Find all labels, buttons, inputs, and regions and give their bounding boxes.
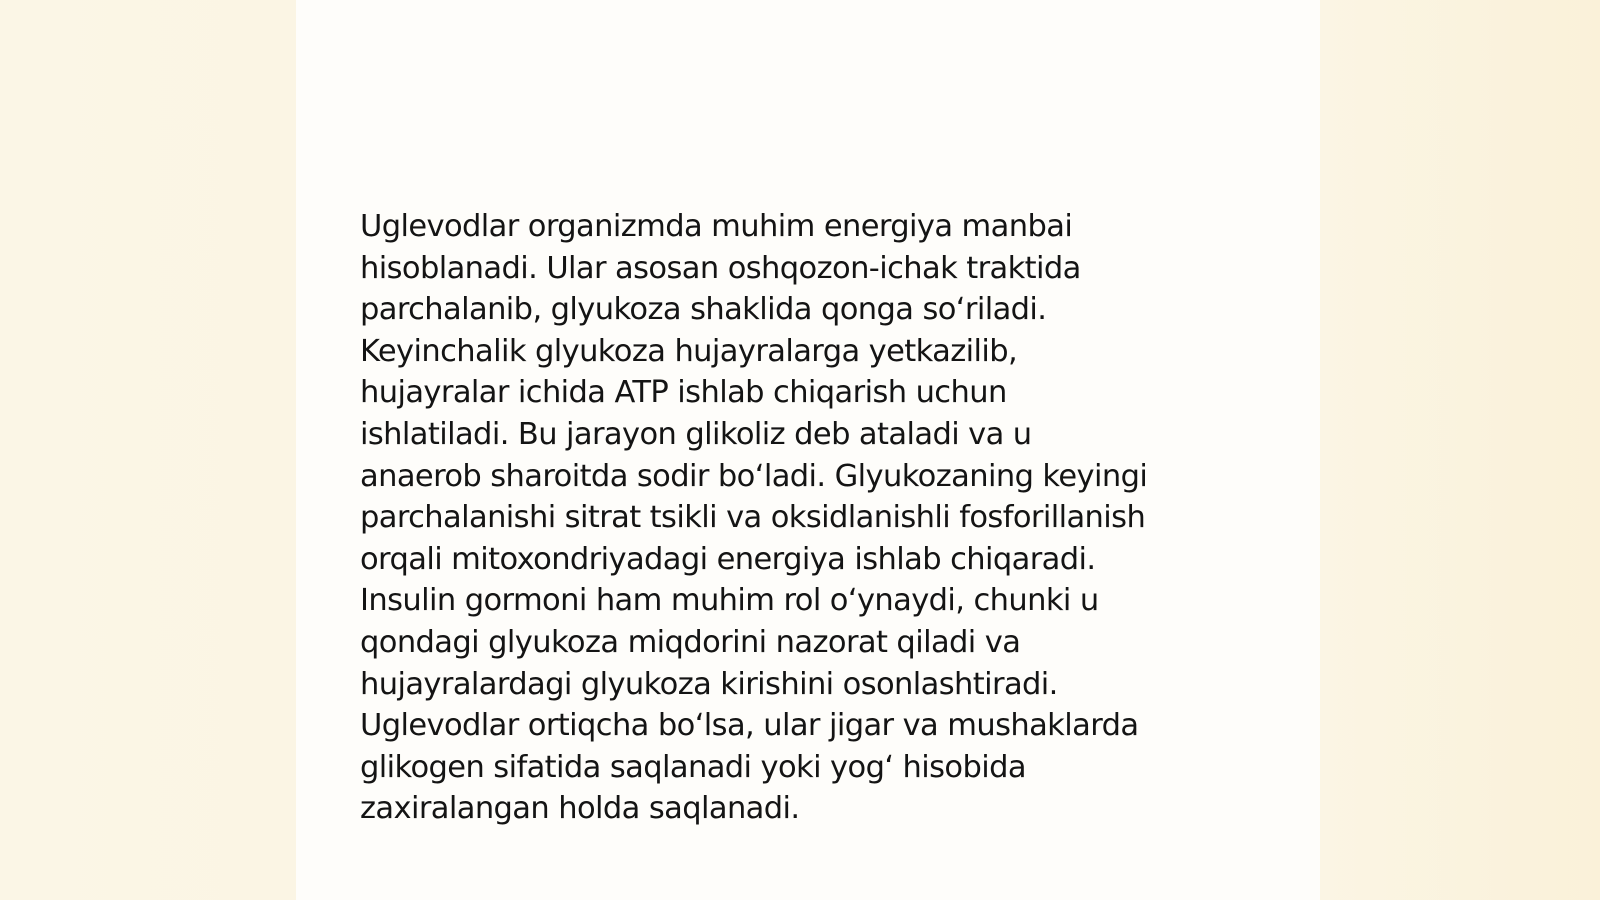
paragraph-line: hisoblanadi. Ular asosan oshqozon-ichak traktida — [360, 250, 1081, 286]
paragraph-line: anaerob sharoitda sodir bo‘ladi. Glyukozaning keyingi — [360, 458, 1148, 494]
paragraph-line: zaxiralangan holda saqlanadi. — [360, 791, 800, 827]
paragraph-line: parchalanib, glyukoza shaklida qonga so‘riladi. — [360, 292, 1047, 328]
document-page — [296, 0, 1320, 900]
paragraph-line: hujayralardagi glyukoza kirishini osonlashtiradi. — [360, 666, 1058, 702]
paragraph-line: hujayralar ichida ATP ishlab chiqarish uchun — [360, 375, 1007, 411]
paragraph-line: ishlatiladi. Bu jarayon glikoliz deb ataladi va u — [360, 416, 1032, 452]
paragraph-line: glikogen sifatida saqlanadi yoki yog‘ hisobida — [360, 749, 1026, 785]
paragraph-line: Uglevodlar organizmda muhim energiya manbai — [360, 209, 1073, 244]
paragraph-line: orqali mitoxondriyadagi energiya ishlab chiqaradi. — [360, 541, 1096, 577]
paragraph-line: qondagi glyukoza miqdorini nazorat qiladi va — [360, 624, 1021, 660]
paragraph-line: Uglevodlar ortiqcha bo‘lsa, ular jigar va mushaklarda — [360, 708, 1139, 744]
paragraph-line: Insulin gormoni ham muhim rol o‘ynaydi, chunki u — [360, 583, 1099, 619]
body-paragraph — [360, 206, 1260, 830]
paragraph-line: parchalanishi sitrat tsikli va oksidlanishli fosforillanish — [360, 500, 1146, 536]
paragraph-line: Keyinchalik glyukoza hujayralarga yetkazilib, — [360, 333, 1018, 369]
